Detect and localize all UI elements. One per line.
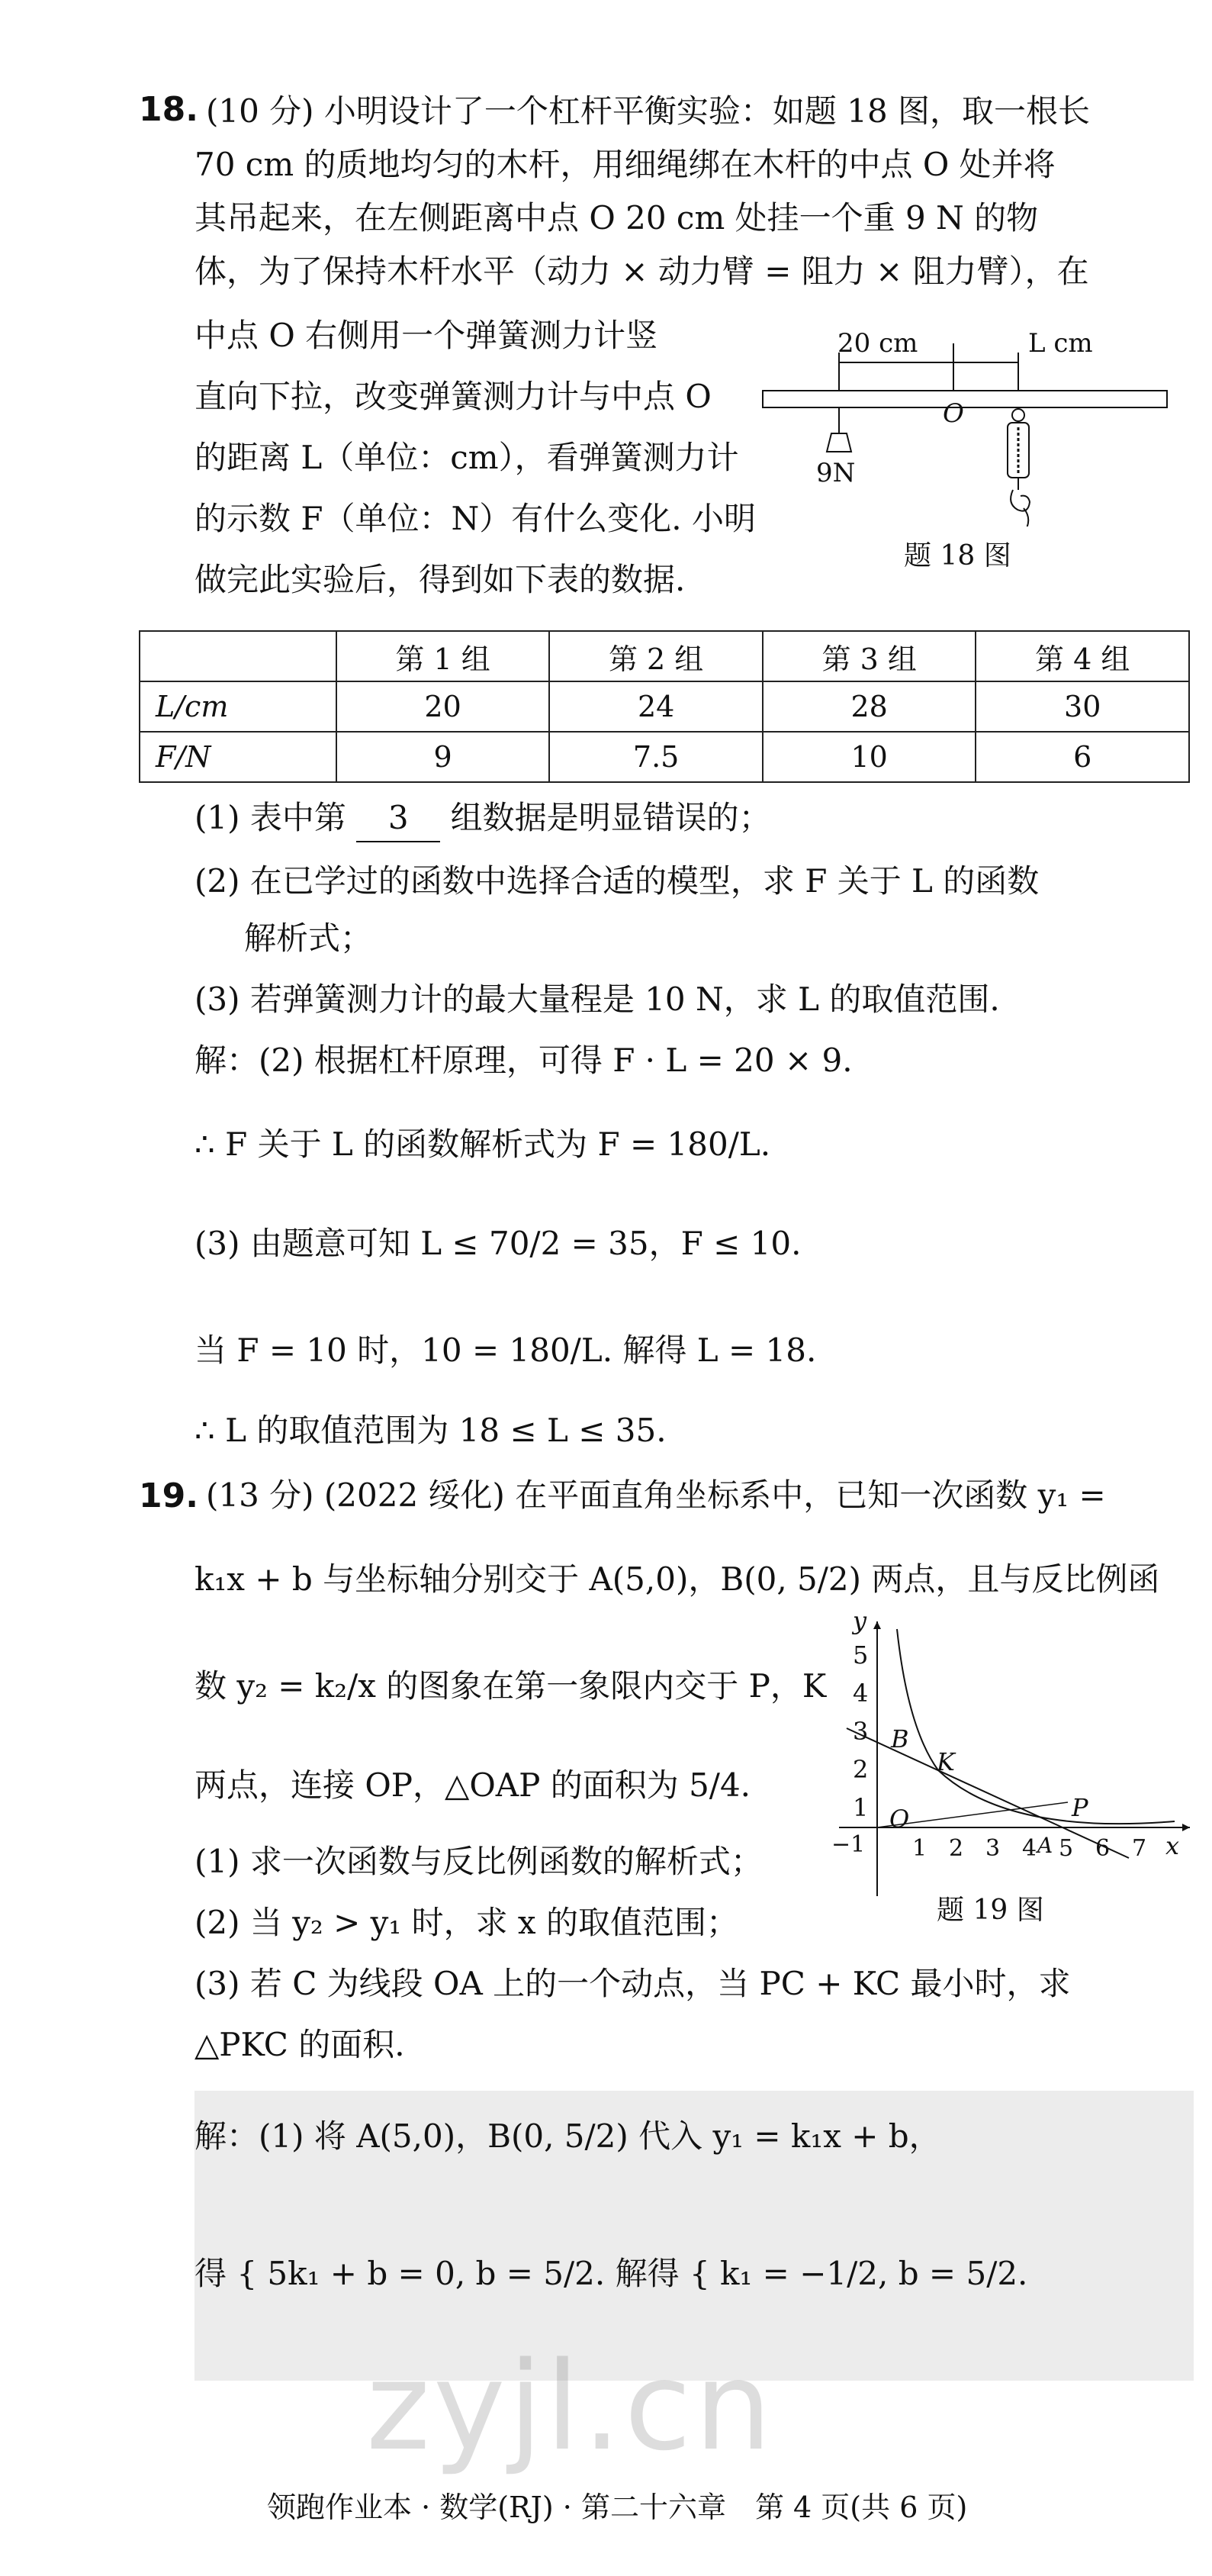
y-axis-label: y	[853, 1606, 867, 1635]
q19-sub-4: △PKC 的面积.	[194, 2026, 405, 2063]
y-tick: 4	[853, 1679, 869, 1708]
y-tick: 1	[853, 1793, 869, 1822]
table-cell: L/cm	[140, 681, 336, 732]
q18-sub1	[194, 795, 771, 842]
table-header-cell: 第 1 组	[336, 631, 550, 681]
table-row	[140, 732, 1189, 782]
q19-solution-1: 解：(1) 将 A(5,0)，B(0, 5/2) 代入 y₁ = k₁x + b，	[194, 2117, 941, 2155]
point-k: K	[937, 1747, 955, 1776]
label-o: O	[943, 398, 964, 429]
y-tick: 5	[853, 1641, 869, 1670]
q19-line-2: k₁x + b 与坐标轴分别交于 A(5,0)，B(0, 5/2) 两点，且与反比例函	[194, 1560, 1160, 1598]
table-header-cell: 第 2 组	[549, 631, 763, 681]
fig18-caption: 题 18 图	[904, 540, 1011, 572]
q19-line-4: 两点，连接 OP，△OAP 的面积为 5/4.	[194, 1766, 751, 1804]
y-tick: 2	[853, 1755, 869, 1784]
lever-rod	[763, 391, 1167, 407]
x-tick: 4	[1022, 1835, 1037, 1862]
x-tick: 5	[1059, 1835, 1074, 1862]
q19-sub-3: (3) 若 C 为线段 OA 上的一个动点，当 PC + KC 最小时，求	[194, 1965, 1071, 2002]
watermark: zyjl.cn	[366, 2335, 775, 2478]
label-20cm: 20 cm	[837, 328, 918, 359]
lever-figure	[755, 320, 1198, 526]
q18-sub1-prefix: (1) 表中第	[194, 799, 346, 836]
q18-sub3: (3) 若弹簧测力计的最大量程是 10 N，求 L 的取值范围.	[194, 980, 1000, 1018]
y-tick: 3	[853, 1717, 869, 1746]
q18-solution-4: 当 F = 10 时，10 = 180/L. 解得 L = 18.	[194, 1331, 817, 1369]
q18-number: 18.	[139, 90, 198, 129]
table-cell: 20	[336, 681, 550, 732]
q19-solution-2: 得 { 5k₁ + b = 0, b = 5/2. 解得 { k₁ = −1/2, b = 5/2.	[194, 2255, 1028, 2292]
q18-line-2: 70 cm 的质地均匀的木杆，用细绳绑在木杆的中点 O 处并将	[194, 146, 1056, 183]
q19-sub-2: (2) 当 y₂ > y₁ 时，求 x 的取值范围；	[194, 1904, 738, 1941]
page-footer: 领跑作业本 · 数学(RJ) · 第二十六章 第 4 页(共 6 页)	[267, 2491, 968, 2524]
x-tick: 3	[985, 1835, 1001, 1862]
table-header-row	[140, 631, 1189, 681]
table-cell: 30	[976, 681, 1189, 732]
q18-sub1-suffix: 组数据是明显错误的；	[450, 799, 771, 836]
x-tick: 7	[1132, 1835, 1147, 1862]
point-p: P	[1072, 1793, 1088, 1822]
label-lcm: L cm	[1028, 328, 1093, 359]
x-tick: 6	[1095, 1835, 1111, 1862]
point-b: B	[891, 1724, 909, 1753]
q18-line-1: (10 分) 小明设计了一个杠杆平衡实验：如题 18 图，取一根长	[206, 92, 1091, 130]
x-tick: −1	[831, 1831, 866, 1858]
q18-line-6: 直向下拉，改变弹簧测力计与中点 O	[194, 378, 712, 415]
q18-solution-2: ∴ F 关于 L 的函数解析式为 F = 180/L.	[194, 1125, 771, 1163]
data-table	[139, 630, 1190, 783]
q18-line-8: 的示数 F（单位：N）有什么变化. 小明	[194, 500, 756, 537]
table-cell: 10	[763, 732, 976, 782]
q19-line-3: 数 y₂ = k₂/x 的图象在第一象限内交于 P，K	[194, 1667, 827, 1705]
point-a: A	[1037, 1833, 1053, 1858]
x-axis-label: x	[1165, 1831, 1180, 1860]
table-cell: 6	[976, 732, 1189, 782]
table-cell: F/N	[140, 732, 336, 782]
q18-line-4: 体，为了保持木杆水平（动力 × 动力臂 = 阻力 × 阻力臂），在	[194, 253, 1089, 290]
q19-line-1: (13 分) (2022 绥化) 在平面直角坐标系中，已知一次函数 y₁ =	[206, 1476, 1106, 1514]
q19-sub-1: (1) 求一次函数与反比例函数的解析式；	[194, 1843, 763, 1880]
q18-line-9: 做完此实验后，得到如下表的数据.	[194, 561, 686, 598]
hand-icon	[1011, 490, 1030, 511]
table-header-cell: 第 3 组	[763, 631, 976, 681]
q18-solution-3: (3) 由题意可知 L ≤ 70/2 = 35，F ≤ 10.	[194, 1225, 802, 1262]
table-cell: 28	[763, 681, 976, 732]
x-tick: 2	[949, 1835, 964, 1862]
table-header-cell: 第 4 组	[976, 631, 1189, 681]
q19-number: 19.	[139, 1476, 198, 1515]
q18-solution-1: 解：(2) 根据杠杆原理，可得 F · L = 20 × 9.	[194, 1042, 853, 1079]
q18-sub2-line1: (2) 在已学过的函数中选择合适的模型，求 F 关于 L 的函数	[194, 862, 1040, 900]
x-tick: 1	[912, 1835, 927, 1862]
q18-line-5: 中点 O 右侧用一个弹簧测力计竖	[194, 317, 658, 354]
q18-line-7: 的距离 L（单位：cm），看弹簧测力计	[194, 439, 739, 476]
table-cell: 7.5	[549, 732, 763, 782]
table-header-cell	[140, 631, 336, 681]
weight-icon	[827, 433, 851, 452]
q18-sub2-line2: 解析式；	[244, 919, 373, 957]
point-o: O	[889, 1805, 910, 1834]
q18-sub1-answer: 3	[356, 795, 440, 842]
hyperbola-y2	[897, 1629, 1175, 1824]
q18-line-3: 其吊起来，在左侧距离中点 O 20 cm 处挂一个重 9 N 的物	[194, 199, 1039, 237]
q18-solution-5: ∴ L 的取值范围为 18 ≤ L ≤ 35.	[194, 1412, 667, 1449]
table-cell: 24	[549, 681, 763, 732]
fig19-caption: 题 19 图	[937, 1895, 1044, 1926]
table-row	[140, 681, 1189, 732]
table-cell: 9	[336, 732, 550, 782]
label-9n: 9N	[816, 458, 856, 488]
